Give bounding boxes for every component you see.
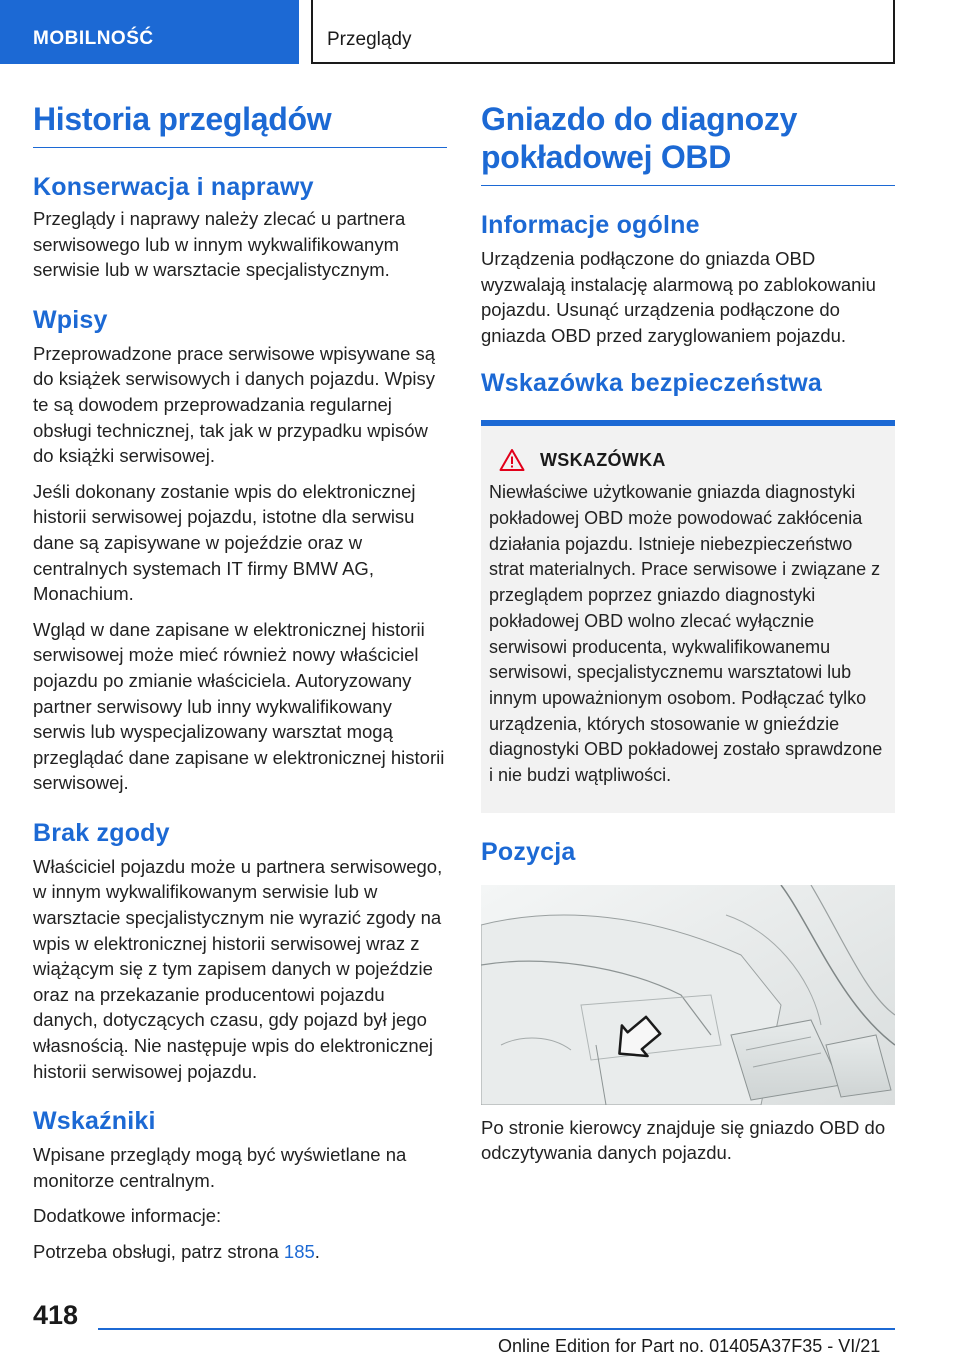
paragraph: Dodatkowe informacje:: [33, 1205, 222, 1227]
link-suffix: .: [314, 1241, 320, 1262]
heading-maintenance: Konserwacja i naprawy: [33, 173, 314, 201]
heading-safety-note: Wskazówka bezpieczeństwa: [481, 369, 823, 398]
warning-text: Niewłaściwe użytkowanie gniazda diagnostyki pokładowej OBD może powodować zakłócenia działania pojazdu. Istnieje niebezpieczeństwo strat materialnych. Prace serwisowe i związane z przeglądem poprzez gniazdo diagnostyki pokładowej OBD wolno zlecać wyłącznie serwisowi producenta, wykwalifikowanemu serwisowi, specjalistycznemu warsztatowi lub innym upoważnionym osobom. Podłączać tylko urządzenia, których stosowanie w gnieździe diagnostyki OBD pokładowej zostało sprawdzone i nie budzi wątpliwości.: [489, 482, 883, 786]
section-tab: [0, 0, 299, 64]
obd-location-illustration: [481, 885, 895, 1105]
figure-caption: Po stronie kierowcy znajduje się gniazdo OBD do odczytywania danych pojazdu.: [481, 1116, 886, 1164]
warning-box: [481, 426, 895, 812]
heading-no-consent: Brak zgody: [33, 818, 170, 847]
heading-indicators: Wskaźniki: [33, 1107, 156, 1136]
warning-title: WSKAZÓWKA: [540, 449, 666, 470]
paragraph: Wgląd w dane zapisane w elektronicznej historii serwisowej może mieć również nowy właściciel pojazdu po zmianie właściciela. Autoryzowany partner serwisowy lub inny wykwalifikowany serwis lub wyspecjalizowany warsztat mogą przeglądać dane zapisane w elektronicznej historii serwisowej.: [33, 618, 445, 794]
page-title-obd: Gniazdo do diagnozy pokładowej OBD: [481, 100, 895, 186]
paragraph: Właściciel pojazdu może u partnera serwisowego, w innym wykwalifikowanym serwisie lub w warsztacie specjalistycznym nie wyrazić zgody na wpis w elektronicznej historii serwisowej wraz z wiążącym się z tym zapisem danych w pojeździe oraz na przekazanie producentowi pojazdu danych, dotyczących czasu, gdy pojazd był jego własnością. Nie następuje wpis do elektronicznej historii serwisowej pojazdu.: [33, 855, 443, 1082]
paragraph: Jeśli dokonany zostanie wpis do elektronicznej historii serwisowej pojazdu, istotne dla serwisu dane są zapisywane w pojeździe oraz w centralnych systemach IT firmy BMW AG, Monachium.: [33, 480, 416, 605]
heading-entries: Wpisy: [33, 305, 108, 334]
paragraph-with-link: [33, 1239, 447, 1265]
paragraph: Przeprowadzone prace serwisowe wpisywane są do książek serwisowych i danych pojazdu. Wpisy te są dowodem przeprowadzania regularnej obsługi technicznej, tak jak w przypadku wpisów do książki serwisowej.: [33, 342, 436, 467]
heading-position: Pozycja: [481, 837, 576, 866]
chapter-label: Przeglądy: [327, 29, 412, 50]
warning-triangle-icon: [499, 448, 525, 472]
link-prefix: Potrzeba obsługi, patrz strona: [33, 1241, 284, 1262]
section-label: MOBILNOŚĆ: [33, 28, 154, 49]
page-link-185[interactable]: 185: [283, 1241, 315, 1262]
heading-general-info: Informacje ogólne: [481, 211, 700, 239]
footer-rule: [98, 1328, 895, 1330]
paragraph: Wpisane przeglądy mogą być wyświetlane na monitorze centralnym.: [33, 1144, 407, 1191]
page-title-service-history: Historia przeglądów: [33, 100, 447, 148]
edition-note: Online Edition for Part no. 01405A37F35 - VI/21: [498, 1336, 881, 1356]
paragraph: Urządzenia podłączone do gniazda OBD wyzwalają instalację alarmową po zablokowaniu pojazdu. Usunąć urządzenia podłączone do gniazda OBD przed zaryglowaniem pojazdu.: [481, 248, 876, 346]
left-column: [33, 100, 447, 1265]
page-number: 418: [33, 1300, 79, 1330]
warning-header: [499, 448, 887, 472]
chapter-header: [311, 0, 895, 64]
paragraph: Przeglądy i naprawy należy zlecać u partnera serwisowego lub w innym wykwalifikowanym serwisie lub w warsztacie specjalistycznym.: [33, 208, 406, 281]
right-column: [481, 100, 895, 1166]
